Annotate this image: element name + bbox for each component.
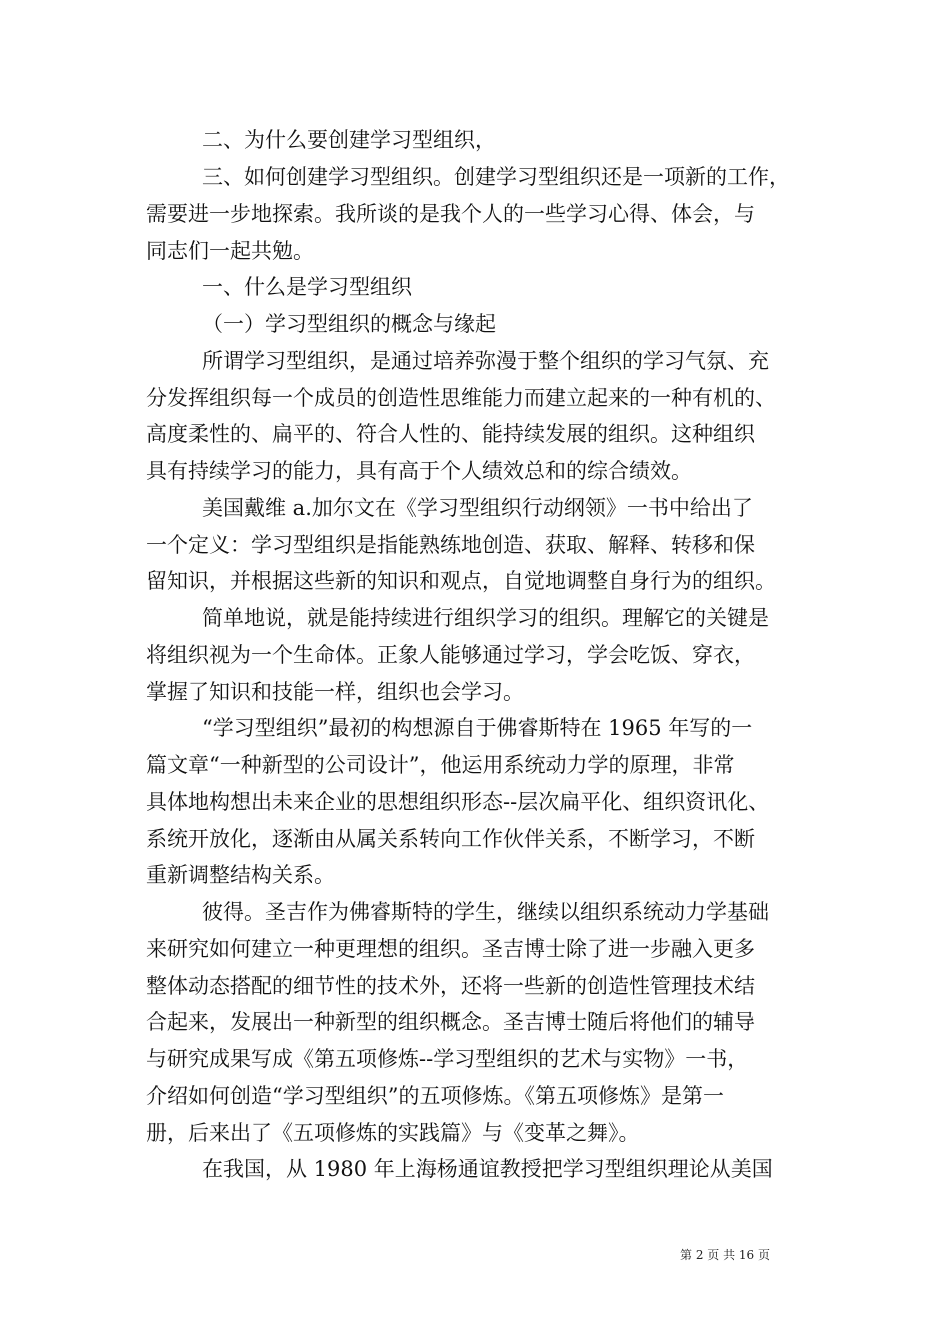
- text-line: 合起来，发展出一种新型的组织概念。圣吉博士随后将他们的辅导: [146, 1010, 755, 1034]
- text-line: 掌握了知识和技能一样，组织也会学习。: [146, 680, 524, 704]
- text-line: 与研究成果写成《第五项修炼--学习型组织的艺术与实物》一书，: [146, 1047, 749, 1071]
- text-line: 重新调整结构关系。: [146, 863, 335, 887]
- text-line: 一个定义：学习型组织是指能熟练地创造、获取、解释、转移和保: [146, 533, 755, 557]
- text-line: 高度柔性的、扁平的、符合人性的、能持续发展的组织。这种组织: [146, 422, 755, 446]
- text-line: 留知识，并根据这些新的知识和观点，自觉地调整自身行为的组织。: [146, 569, 776, 593]
- text-line: 介绍如何创造“学习型组织”的五项修炼。《第五项修炼》是第一: [146, 1084, 724, 1108]
- text-line: 需要进一步地探索。我所谈的是我个人的一些学习心得、体会，与: [146, 202, 755, 226]
- text-line: 具体地构想出未来企业的思想组织形态--层次扁平化、组织资讯化、: [146, 790, 770, 814]
- text-line: 二、为什么要创建学习型组织，: [202, 128, 496, 152]
- text-line: 将组织视为一个生命体。正象人能够通过学习，学会吃饭、穿衣，: [146, 643, 755, 667]
- text-line: 分发挥组织每一个成员的创造性思维能力而建立起来的一种有机的、: [146, 386, 776, 410]
- text-line: “学习型组织”最初的构想源自于佛睿斯特在 1965 年写的一: [202, 716, 753, 740]
- text-line: 同志们一起共勉。: [146, 239, 314, 263]
- text-line: 简单地说，就是能持续进行组织学习的组织。理解它的关键是: [202, 606, 769, 630]
- text-line: （一）学习型组织的概念与缘起: [202, 312, 496, 336]
- text-line: 美国戴维 a.加尔文在《学习型组织行动纲领》一书中给出了: [202, 496, 753, 520]
- text-line: 三、如何创建学习型组织。创建学习型组织还是一项新的工作，: [202, 165, 790, 189]
- text-line: 一、什么是学习型组织: [202, 275, 412, 299]
- text-line: 整体动态搭配的细节性的技术外，还将一些新的创造性管理技术结: [146, 974, 755, 998]
- text-line: 篇文章“一种新型的公司设计”，他运用系统动力学的原理，非常: [146, 753, 735, 777]
- page-number: 第 2 页 共 16 页: [680, 1248, 770, 1262]
- text-line: 具有持续学习的能力，具有高于个人绩效总和的综合绩效。: [146, 459, 692, 483]
- text-line: 册，后来出了《五项修炼的实践篇》与《变革之舞》。: [146, 1121, 640, 1145]
- text-line: 来研究如何建立一种更理想的组织。圣吉博士除了进一步融入更多: [146, 937, 755, 961]
- text-line: 彼得。圣吉作为佛睿斯特的学生，继续以组织系统动力学基础: [202, 900, 769, 924]
- text-line: 系统开放化，逐渐由从属关系转向工作伙伴关系，不断学习，不断: [146, 827, 755, 851]
- text-line: 所谓学习型组织，是通过培养弥漫于整个组织的学习气氛、充: [202, 349, 769, 373]
- text-line: 在我国，从 1980 年上海杨通谊教授把学习型组织理论从美国: [202, 1157, 773, 1181]
